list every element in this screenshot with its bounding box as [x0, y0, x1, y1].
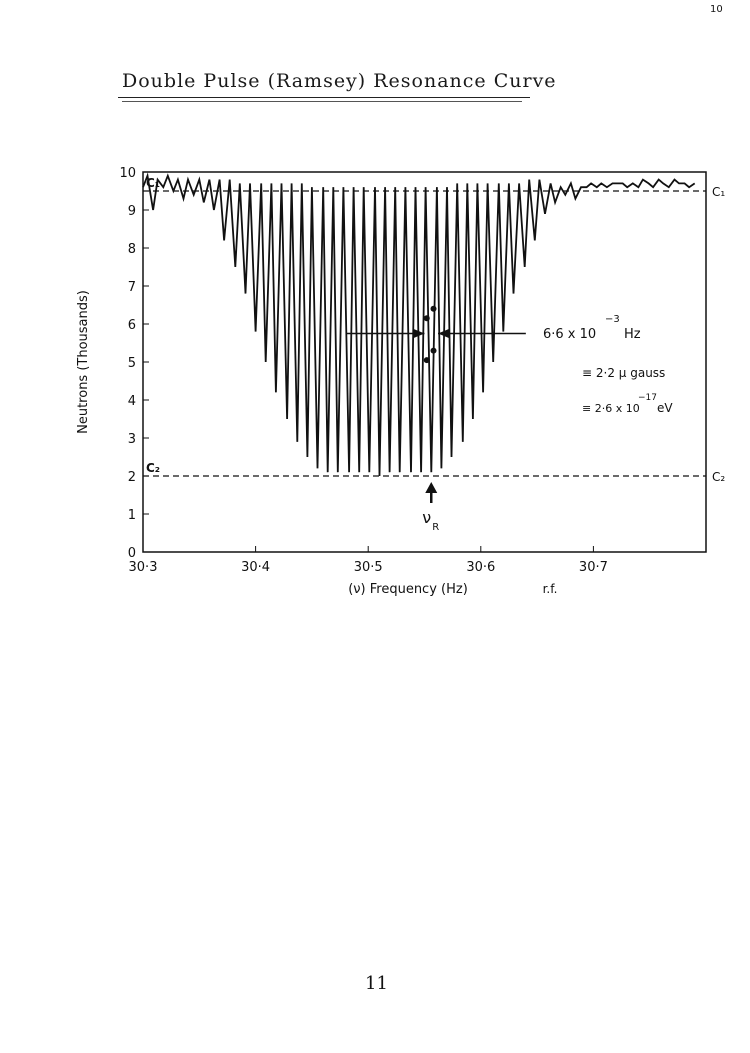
reference-label-right: C₁: [712, 185, 726, 199]
y-tick-label: 7: [127, 280, 136, 295]
x-axis-label: (ν) Frequency (Hz): [348, 582, 468, 597]
width-label: 6·6 x 10: [543, 327, 597, 342]
data-point: [431, 306, 437, 312]
data-point: [431, 348, 437, 354]
series-line: [143, 176, 695, 476]
x-tick-label: 30·4: [241, 560, 271, 575]
reference-label-right: C₂: [712, 470, 726, 484]
y-axis-label: Neutrons (Thousands): [76, 290, 91, 434]
resonance-arrowhead: [425, 482, 437, 493]
data-point: [424, 315, 430, 321]
resonance-subscript: R: [432, 522, 440, 533]
equivalence-ev: ≡ 2·6 x 10: [582, 402, 640, 415]
y-tick-label: 9: [127, 204, 136, 219]
data-point: [424, 357, 430, 363]
y-tick-label: 3: [127, 432, 136, 447]
page-title: Double Pulse (Ramsey) Resonance Curve: [122, 70, 557, 92]
y-tick-label: 1: [127, 508, 136, 523]
resonance-label: ν: [422, 508, 432, 527]
y-tick-label: 2: [127, 470, 136, 485]
equivalence-gauss: ≡ 2·2 μ gauss: [582, 366, 666, 380]
y-tick-label: 6: [127, 318, 136, 333]
width-exponent: −3: [605, 314, 620, 325]
series-layer: [143, 176, 695, 476]
reference-label-left: C₂: [146, 461, 161, 475]
equivalence-exponent: −17: [638, 393, 657, 403]
page-number: 11: [365, 973, 388, 994]
y-tick-label: 0: [127, 546, 136, 561]
annotations-layer: [346, 306, 674, 533]
x-tick-label: 30·3: [128, 560, 158, 575]
x-tick-label: 30·7: [578, 560, 608, 575]
y-tick-label: 10: [119, 166, 136, 181]
y-tick-label: 8: [127, 242, 136, 257]
x-tick-label: 30·6: [466, 560, 496, 575]
reference-label-left: C₁: [146, 176, 161, 190]
x-axis-label-extra: r.f.: [542, 582, 558, 596]
y-tick-label: 5: [127, 356, 136, 371]
corner-mark: 10: [710, 4, 723, 15]
equivalence-unit: eV: [657, 401, 673, 415]
x-tick-label: 30·5: [353, 560, 383, 575]
y-tick-label: 4: [127, 394, 136, 409]
width-unit: Hz: [624, 327, 641, 342]
